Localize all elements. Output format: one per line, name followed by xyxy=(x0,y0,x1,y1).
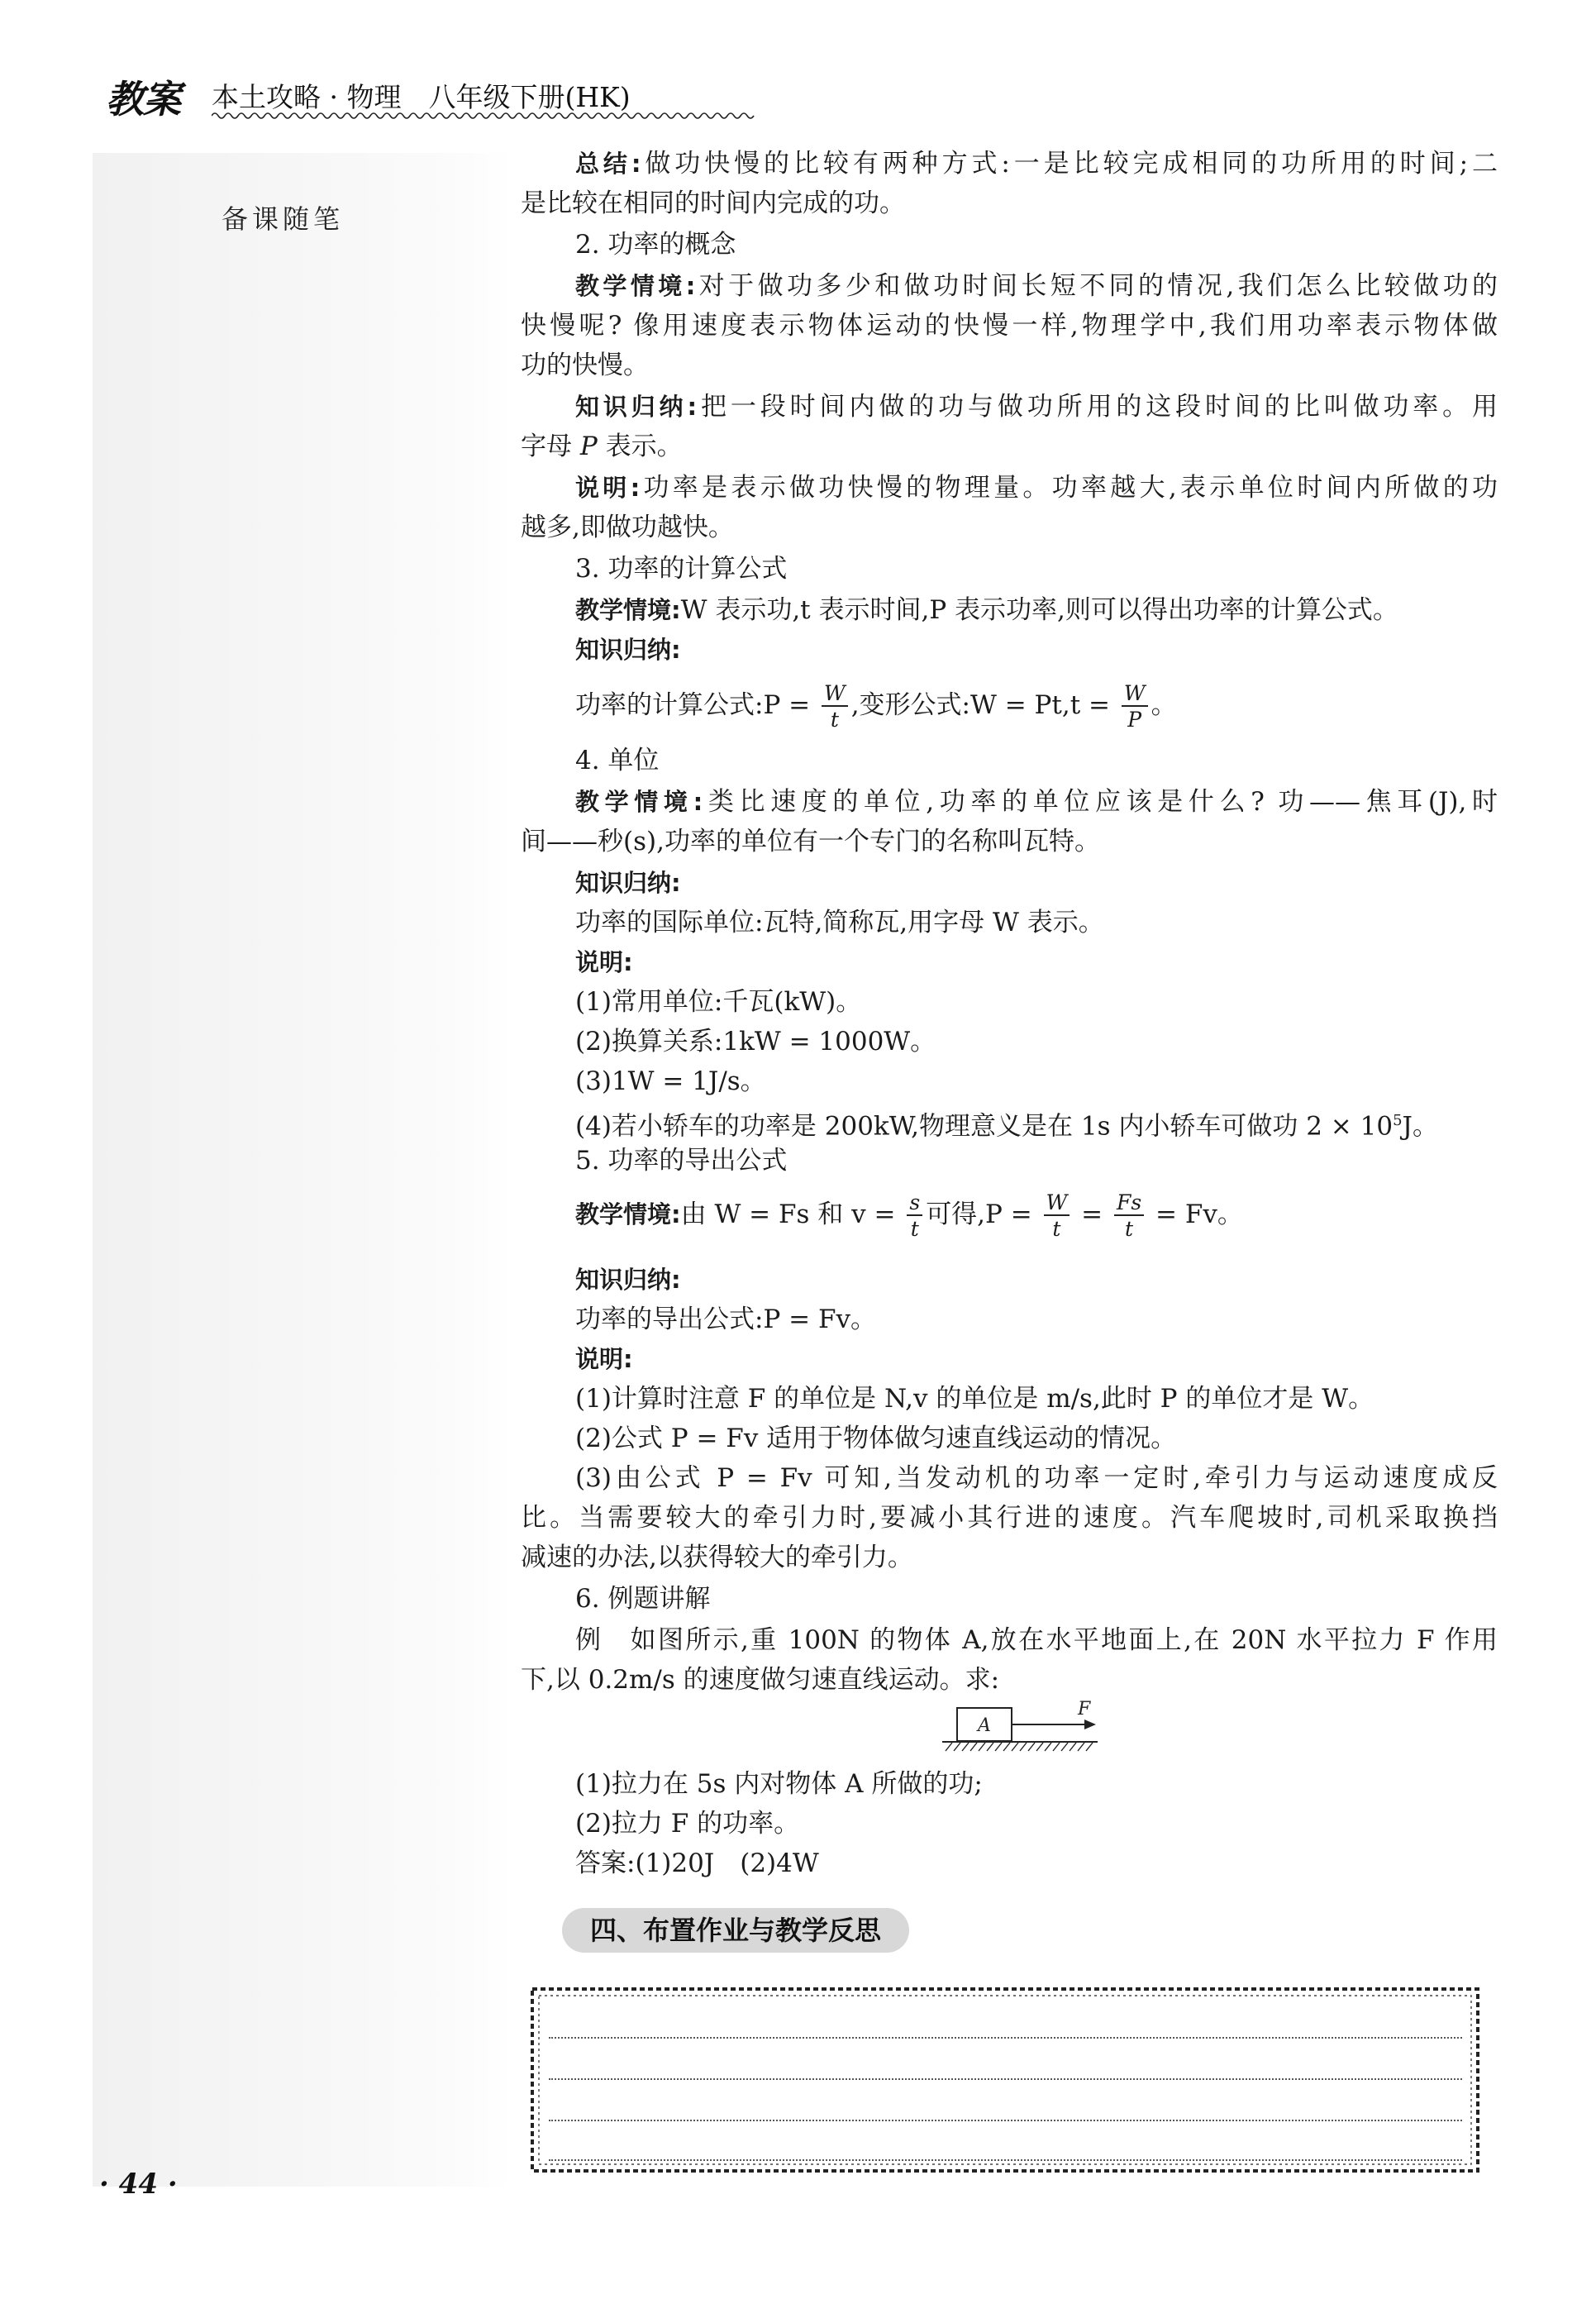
s3-knowledge-label xyxy=(575,633,681,666)
s2-note-text-1: 功率是表示做功快慢的物理量。功率越大,表示单位时间内所做的功 xyxy=(640,473,1498,503)
s2-knowledge-line-1 xyxy=(575,390,1498,423)
s5-situation-label: 教学情境: xyxy=(575,1200,681,1228)
s4-note-label xyxy=(575,946,633,979)
s4-situation-line-1 xyxy=(575,785,1498,818)
s5-fraction-fs-over-t xyxy=(1114,1192,1144,1239)
s5-frac3-numerator: Fs xyxy=(1114,1192,1144,1216)
s4-knowledge-label xyxy=(575,866,681,899)
s5-fraction-w-over-t xyxy=(1044,1192,1070,1239)
s2-knowledge-text-2b: 表示。 xyxy=(597,432,683,461)
s4-situation-line-2: 间——秒(s),功率的单位有一个专门的名称叫瓦特。 xyxy=(521,827,1100,856)
s4-note-1: (1)常用单位:千瓦(kW)。 xyxy=(575,987,862,1017)
s4-note-4-exponent: 5 xyxy=(1393,1112,1403,1129)
s5-knowledge-label-text: 知识归纳: xyxy=(575,1266,681,1294)
s2-situation-text-1: 对于做功多少和做功时间长短不同的情况,我们怎么比较做功的 xyxy=(695,271,1498,301)
s3-formula-end: 。 xyxy=(1151,690,1177,720)
homework-write-line-3[interactable] xyxy=(549,2120,1462,2121)
homework-box-border xyxy=(532,1989,1478,2171)
s5-situation-text-b: 可得,P = xyxy=(926,1200,1041,1229)
section-2-title: 2. 功率的概念 xyxy=(575,230,736,260)
s3-situation-line xyxy=(575,594,1398,627)
s5-frac1-denominator: t xyxy=(910,1217,919,1241)
s3-fraction-w-over-t xyxy=(822,683,848,730)
s2-note-line-2: 越多,即做功越快。 xyxy=(521,513,734,542)
s3-frac2-denominator: P xyxy=(1127,708,1142,732)
page-number: · 44 · xyxy=(99,2168,178,2201)
s3-knowledge-label-text: 知识归纳: xyxy=(575,636,681,664)
s4-note-2: (2)换算关系:1kW = 1000W。 xyxy=(575,1027,936,1057)
s5-situation-text-c: = xyxy=(1073,1200,1111,1229)
summary-line-1 xyxy=(575,147,1498,180)
notes-sidebar xyxy=(93,153,512,2187)
s6-question-2: (2)拉力 F 的功率。 xyxy=(575,1809,800,1839)
homework-write-line-2[interactable] xyxy=(549,2078,1462,2080)
s6-example-line-1: 例 如图所示,重 100N 的物体 A,放在水平地面上,在 20N 水平拉力 F 作用 xyxy=(575,1625,1498,1655)
s5-note-1: (1)计算时注意 F 的单位是 N,v 的单位是 m/s,此时 P 的单位才是 W。 xyxy=(575,1384,1374,1414)
s5-knowledge-label xyxy=(575,1263,681,1296)
s2-situation-line-3: 功的快慢。 xyxy=(521,351,649,380)
summary-text-1: 做功快慢的比较有两种方式:一是比较完成相同的功所用的时间;二 xyxy=(641,149,1498,179)
s4-situation-label: 教学情境: xyxy=(575,788,703,816)
s5-knowledge-text: 功率的导出公式:P = Fv。 xyxy=(575,1305,877,1334)
s5-note-3-line-1: (3)由公式 P = Fv 可知,当发动机的功率一定时,牵引力与运动速度成反 xyxy=(575,1463,1498,1493)
force-diagram xyxy=(942,1696,1108,1763)
s5-fraction-s-over-t xyxy=(907,1192,922,1239)
s5-situation-text-d: = Fv。 xyxy=(1147,1200,1243,1229)
s4-knowledge-text: 功率的国际单位:瓦特,简称瓦,用字母 W 表示。 xyxy=(575,908,1104,937)
s2-situation-label: 教学情境: xyxy=(575,272,696,300)
s3-formula-line xyxy=(575,676,1177,734)
section-4-banner: 四、布置作业与教学反思 xyxy=(562,1908,909,1953)
page-header xyxy=(106,69,759,122)
ground-hatching xyxy=(946,1743,1093,1751)
s6-question-1: (1)拉力在 5s 内对物体 A 所做的功; xyxy=(575,1769,983,1799)
s6-answer: 答案:(1)20J (2)4W xyxy=(575,1848,819,1878)
s2-knowledge-text-2a: 字母 xyxy=(521,432,580,461)
s2-situation-line-1 xyxy=(575,270,1498,303)
s5-note-3-line-3: 减速的办法,以获得较大的牵引力。 xyxy=(521,1543,913,1572)
s5-frac3-denominator: t xyxy=(1125,1217,1134,1241)
block-a-label: A xyxy=(978,1715,991,1736)
s5-note-2: (2)公式 P = Fv 适用于物体做匀速直线运动的情况。 xyxy=(575,1424,1177,1453)
s5-note-label xyxy=(575,1343,633,1376)
s5-note-3-line-2: 比。当需要较大的牵引力时,要减小其行进的速度。汽车爬坡时,司机采取换挡 xyxy=(521,1503,1498,1533)
s5-situation-line xyxy=(575,1185,1243,1243)
s4-note-label-text: 说明: xyxy=(575,948,633,976)
s2-knowledge-label: 知识归纳: xyxy=(575,393,698,421)
sidebar-label: 备课随笔 xyxy=(222,203,345,235)
section-4-title: 4. 单位 xyxy=(575,746,660,775)
s4-note-4-unit: J。 xyxy=(1402,1111,1438,1142)
summary-label: 总结: xyxy=(575,150,641,178)
s3-frac2-numerator: W xyxy=(1122,683,1148,707)
s4-note-3: (3)1W = 1J/s。 xyxy=(575,1066,766,1096)
s3-frac1-numerator: W xyxy=(822,683,848,707)
s4-situation-text-1: 类比速度的单位,功率的单位应该是什么? 功——焦耳(J),时 xyxy=(703,787,1498,817)
s4-knowledge-label-text: 知识归纳: xyxy=(575,869,681,897)
summary-line-2: 是比较在相同的时间内完成的功。 xyxy=(521,188,905,218)
s5-frac2-numerator: W xyxy=(1044,1192,1070,1216)
s2-note-line-1 xyxy=(575,471,1498,504)
section-5-title: 5. 功率的导出公式 xyxy=(575,1146,788,1176)
force-label: F xyxy=(1078,1699,1091,1720)
s3-formula-text: 功率的计算公式:P = xyxy=(575,690,818,720)
homework-write-line-4[interactable] xyxy=(549,2159,1462,2161)
header-book-title: 本土攻略 · 物理 八年级下册(HK) xyxy=(212,81,631,113)
force-arrow-head xyxy=(1084,1720,1096,1729)
s2-knowledge-line-2 xyxy=(521,430,683,463)
s3-situation-text: W 表示功,t 表示时间,P 表示功率,则可以得出功率的计算公式。 xyxy=(680,595,1398,625)
s6-example-line-2: 下,以 0.2m/s 的速度做匀速直线运动。求: xyxy=(521,1665,1000,1695)
s5-situation-text-a: 由 W = Fs 和 v = xyxy=(680,1200,904,1229)
section-3-title: 3. 功率的计算公式 xyxy=(575,554,788,584)
s2-knowledge-var-p: P xyxy=(579,432,598,461)
homework-write-line-1[interactable] xyxy=(549,2037,1462,2039)
s2-knowledge-text-1: 把一段时间内做的功与做功所用的这段时间的比叫做功率。用 xyxy=(697,392,1498,422)
homework-box-inner-border xyxy=(539,1996,1471,2164)
header-wave-underline xyxy=(212,111,757,121)
header-brand: 教案 xyxy=(106,77,180,122)
s4-note-4 xyxy=(575,1104,1438,1142)
s5-note-label-text: 说明: xyxy=(575,1345,633,1373)
s3-fraction-w-over-p xyxy=(1122,683,1148,730)
s2-note-label: 说明: xyxy=(575,474,641,502)
s2-situation-line-2: 快慢呢? 像用速度表示物体运动的快慢一样,物理学中,我们用功率表示物体做 xyxy=(521,311,1498,341)
s3-situation-label: 教学情境: xyxy=(575,596,681,624)
section-6-title: 6. 例题讲解 xyxy=(575,1584,711,1614)
s3-formula-mid: ,变形公式:W = Pt,t = xyxy=(850,690,1118,720)
homework-box xyxy=(529,1986,1481,2174)
s3-frac1-denominator: t xyxy=(830,708,839,732)
s5-frac1-numerator: s xyxy=(907,1192,922,1216)
s4-note-4-text: (4)若小轿车的功率是 200kW,物理意义是在 1s 内小轿车可做功 2 × 10 xyxy=(575,1111,1394,1142)
s5-frac2-denominator: t xyxy=(1052,1217,1061,1241)
